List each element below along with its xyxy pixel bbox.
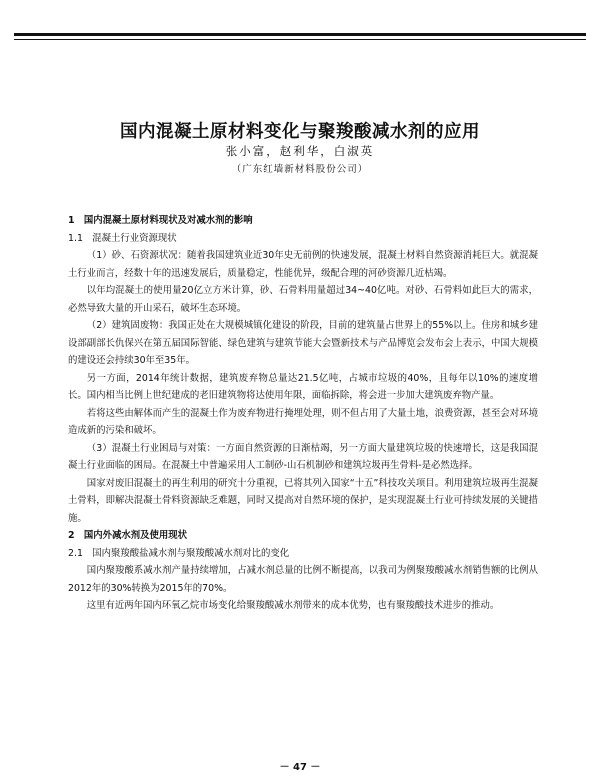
paragraph: 以年均混凝土的使用量20亿立方米计算，砂、石骨料用量超过34~40亿吨。对砂、石骨料如此巨大的需求，必然导致大量的开山采石，破坏生态环境。 <box>68 285 538 314</box>
authors: 张小富，赵利华，白淑英 <box>225 144 375 158</box>
paper-body <box>68 212 538 615</box>
section-2-heading: 2 国内外减水剂及使用现状 <box>68 530 188 541</box>
paragraph: 若将这些由解体而产生的混凝土作为废弃物进行掩埋处理，则不但占用了大量土地，浪费资源，甚至会对环境造成新的污染和破坏。 <box>68 407 538 436</box>
paragraph: 这里有近两年国内环氧乙烷市场变化给聚羧酸减水剂带来的成本优势，也有聚羧酸技术进步的推动。 <box>86 600 500 611</box>
paragraph: （1）砂、石资源状况：随着我国建筑业近30年史无前例的快速发展，混凝土材料自然资源消耗巨大。就混凝土行业而言，经数十年的迅速发展后，质量稳定，性能优异，级配合理的河砂资源几近枯竭。 <box>68 250 538 279</box>
section-2-1-heading: 2.1 国内聚羧酸盐减水剂与聚羧酸减水剂对比的变化 <box>68 547 290 559</box>
section-1-heading: 1 国内混凝土原材料现状及对减水剂的影响 <box>68 215 253 226</box>
header-rule-thick <box>14 33 586 36</box>
affiliation: （广东红墙新材料股份公司） <box>231 164 369 175</box>
paragraph: 另一方面，2014年统计数据，建筑废弃物总量达21.5亿吨，占城市垃圾的40%，且每年以10%的速度增长。国内相当比例上世纪建成的老旧建筑物将达使用年限，面临拆除，将会进一步加大建筑废弃物产量。 <box>68 372 538 401</box>
paragraph: （2）建筑固废物：我国正处在大规模城镇化建设的阶段，目前的建筑量占世界上的55%以上。住房和城乡建设部副部长仇保兴在第五届国际智能、绿色建筑与建筑节能大会暨新技术与产品博览会发布会上表示，中国大规模的建设还会持续30年至35年。 <box>68 320 538 366</box>
paragraph: 国家对废旧混凝土的再生利用的研究十分重视，已将其列入国家“十五”科技攻关项目。利用建筑垃圾再生混凝土骨料，即解决混凝土骨料资源缺乏难题，同时又提高对自然环境的保护，是实现混凝土行业可持续发展的关键措施。 <box>68 477 538 524</box>
paper-title: 国内混凝土原材料变化与聚羧酸减水剂的应用 <box>120 122 480 142</box>
section-1-1-heading: 1.1 混凝土行业资源现状 <box>68 232 177 244</box>
paragraph: 国内聚羧酸系减水剂产量持续增加，占减水剂总量的比例不断提高，以我司为例聚羧酸减水剂销售额的比例从2012年的30%转换为2015年的70%。 <box>68 565 538 594</box>
header-rule-thin <box>14 39 586 40</box>
paragraph: （3）混凝土行业困局与对策：一方面自然资源的日渐枯竭，另一方面大量建筑垃圾的快速增长，这是我国混凝土行业面临的困局。在混凝土中普遍采用人工制砂-山石机制砂和建筑垃圾再生骨料-是必然选择。 <box>68 442 538 471</box>
page-number: － 47 － <box>279 762 321 773</box>
